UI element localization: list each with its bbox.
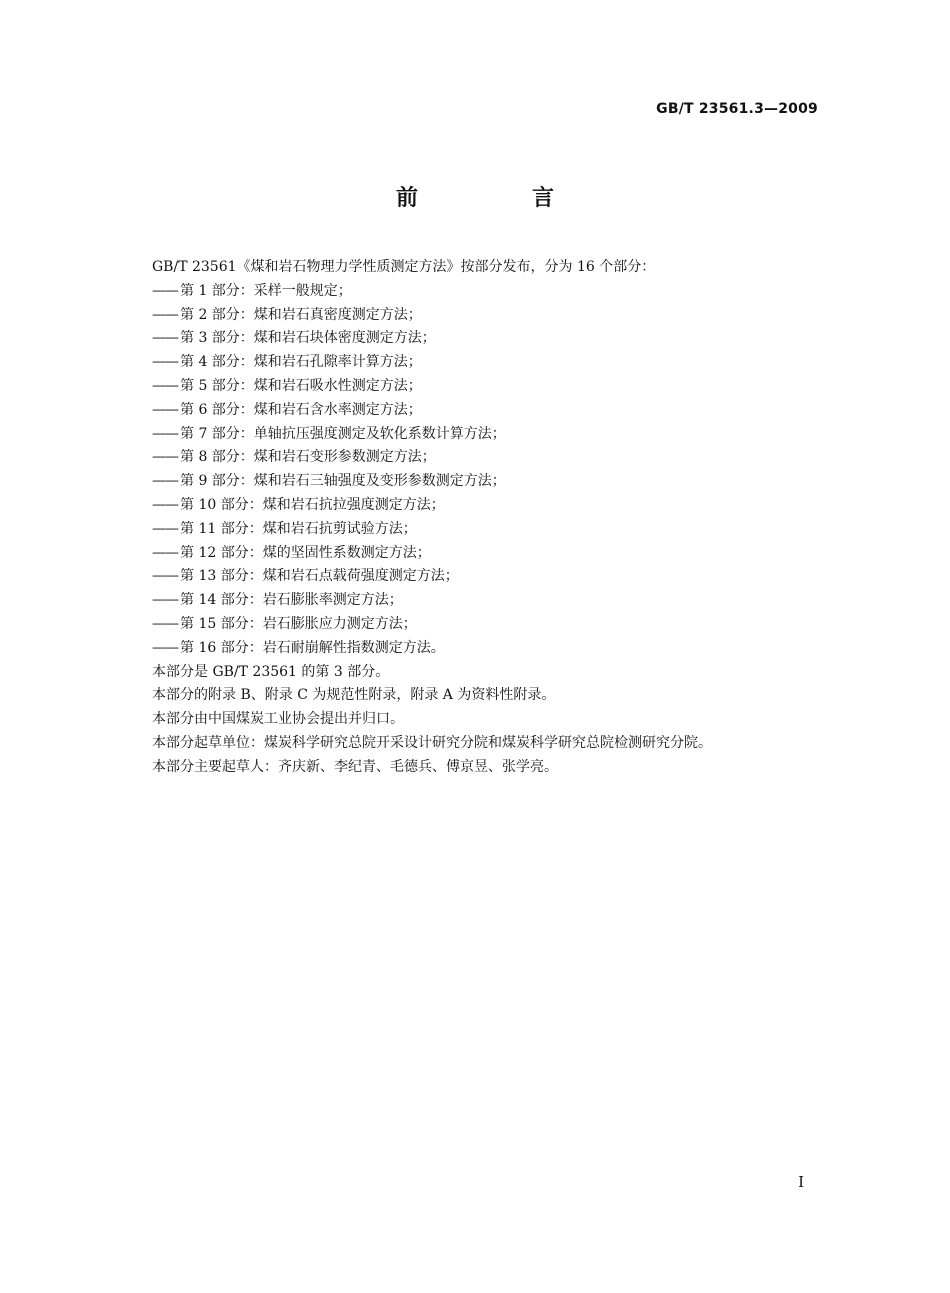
- intro-line: GB/T 23561《煤和岩石物理力学性质测定方法》按部分发布，分为 16 个部分：: [152, 259, 656, 275]
- part-list-item: [152, 637, 832, 661]
- part-list-item: [152, 399, 832, 423]
- part-list-item: [152, 375, 832, 399]
- dash-marker: ——: [152, 425, 178, 442]
- part-list-item: [152, 446, 832, 470]
- paragraph-list: [152, 661, 832, 780]
- part-text: 第 15 部分：岩石膨胀应力测定方法；: [180, 615, 417, 632]
- page-title: 前 言: [395, 186, 600, 211]
- dash-marker: ——: [152, 639, 178, 656]
- part-text: 第 5 部分：煤和岩石吸水性测定方法；: [180, 377, 422, 394]
- paragraph: 本部分主要起草人：齐庆新、李纪青、毛德兵、傅京昱、张学亮。: [152, 758, 558, 775]
- dash-marker: ——: [152, 592, 178, 609]
- dash-marker: ——: [152, 306, 178, 323]
- part-list-item: [152, 423, 832, 447]
- part-list-item: [152, 351, 832, 375]
- dash-marker: ——: [152, 282, 178, 299]
- dash-marker: ——: [152, 330, 178, 347]
- standard-number: GB/T 23561.3—2009: [656, 101, 818, 117]
- dash-marker: ——: [152, 354, 178, 371]
- part-list-item: [152, 518, 832, 542]
- part-text: 第 14 部分：岩石膨胀率测定方法；: [180, 592, 403, 609]
- part-text: 第 10 部分：煤和岩石抗拉强度测定方法；: [180, 496, 445, 513]
- part-text: 第 9 部分：煤和岩石三轴强度及变形参数测定方法；: [180, 473, 506, 490]
- dash-marker: ——: [152, 449, 178, 466]
- dash-marker: ——: [152, 377, 178, 394]
- parts-list: [152, 280, 832, 661]
- part-text: 第 4 部分：煤和岩石孔隙率计算方法；: [180, 354, 422, 371]
- foreword-body: [152, 256, 832, 780]
- part-list-item: [152, 327, 832, 351]
- part-list-item: [152, 589, 832, 613]
- part-text: 第 11 部分：煤和岩石抗剪试验方法；: [180, 520, 417, 537]
- part-list-item: [152, 470, 832, 494]
- dash-marker: ——: [152, 615, 178, 632]
- paragraph: 本部分起草单位：煤炭科学研究总院开采设计研究分院和煤炭科学研究总院检测研究分院。: [152, 734, 712, 751]
- part-list-item: [152, 304, 832, 328]
- paragraph: 本部分是 GB/T 23561 的第 3 部分。: [152, 663, 390, 680]
- part-list-item: [152, 565, 832, 589]
- part-list-item: [152, 280, 832, 304]
- page-number: I: [798, 1173, 804, 1191]
- dash-marker: ——: [152, 496, 178, 513]
- part-list-item: [152, 542, 832, 566]
- dash-marker: ——: [152, 568, 178, 585]
- part-text: 第 1 部分：采样一般规定；: [180, 282, 352, 299]
- part-text: 第 12 部分：煤的坚固性系数测定方法；: [180, 544, 431, 561]
- part-text: 第 13 部分：煤和岩石点载荷强度测定方法；: [180, 568, 459, 585]
- part-text: 第 2 部分：煤和岩石真密度测定方法；: [180, 306, 422, 323]
- part-text: 第 16 部分：岩石耐崩解性指数测定方法。: [180, 639, 445, 656]
- part-text: 第 3 部分：煤和岩石块体密度测定方法；: [180, 330, 436, 347]
- part-list-item: [152, 613, 832, 637]
- dash-marker: ——: [152, 520, 178, 537]
- dash-marker: ——: [152, 544, 178, 561]
- part-text: 第 8 部分：煤和岩石变形参数测定方法；: [180, 449, 436, 466]
- paragraph: 本部分的附录 B、附录 C 为规范性附录，附录 A 为资料性附录。: [152, 687, 556, 704]
- paragraph: 本部分由中国煤炭工业协会提出并归口。: [152, 711, 404, 728]
- dash-marker: ——: [152, 473, 178, 490]
- part-list-item: [152, 494, 832, 518]
- part-text: 第 7 部分：单轴抗压强度测定及软化系数计算方法；: [180, 425, 506, 442]
- dash-marker: ——: [152, 401, 178, 418]
- part-text: 第 6 部分：煤和岩石含水率测定方法；: [180, 401, 422, 418]
